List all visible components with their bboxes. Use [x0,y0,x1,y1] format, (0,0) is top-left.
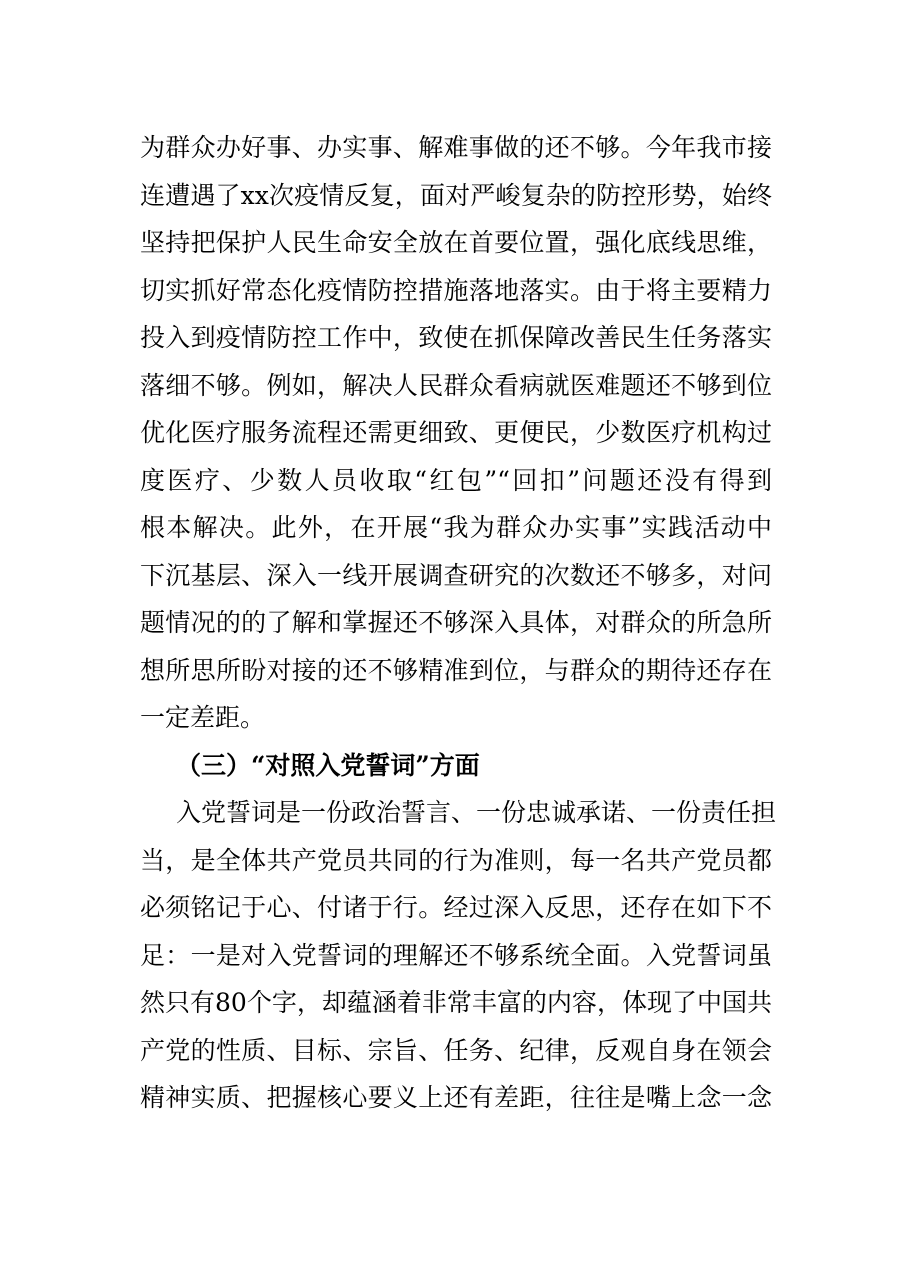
paragraph-line: 根本解决。此外，在开展“我为群众办实事”实践活动中 [140,513,772,542]
paragraph-line: 必须铭记于心、付诸于行。经过深入反思，还存在如下不 [140,893,772,922]
paragraph-line: 落细不够。例如，解决人民群众看病就医难题还不够到位 [140,370,772,400]
section-heading: （三）“对照入党誓词”方面 [176,750,480,780]
paragraph-line: 精神实质、把握核心要义上还有差距，往往是嘴上念一念 [140,1083,772,1112]
paragraph-line: 切实抓好常态化疫情防控措施落地落实。由于将主要精力 [140,275,772,305]
paragraph-1 [140,124,772,742]
paragraph-line: 想所思所盼对接的还不够精准到位，与群众的期待还存在 [140,655,772,685]
paragraph-line: 为群众办好事、办实事、解难事做的还不够。今年我市接 [140,133,772,162]
paragraph-line: 一定差距。 [140,703,266,732]
paragraph-line: 度医疗、少数人员收取“红包”“回扣”问题还没有得到 [140,465,772,495]
paragraph-line: 下沉基层、深入一线开展调查研究的次数还不够多，对问 [140,560,772,590]
paragraph-line: 题情况的的了解和掌握还不够深入具体，对群众的所急所 [140,608,772,637]
document-body [140,124,777,1122]
paragraph-line: 足：一是对入党誓词的理解还不够系统全面。入党誓词虽 [140,940,772,970]
paragraph-2 [140,789,777,1122]
paragraph-line: 连遭遇了xx次疫情反复，面对严峻复杂的防控形势，始终 [140,180,772,210]
paragraph-line: 然只有80个字，却蕴涵着非常丰富的内容，体现了中国共 [140,988,772,1017]
paragraph-line: 当，是全体共产党员共同的行为准则，每一名共产党员都 [140,845,772,875]
paragraph-line: 产党的性质、目标、宗旨、任务、纪律，反观自身在领会 [140,1035,772,1065]
paragraph-line: 优化医疗服务流程还需更细致、更便民，少数医疗机构过 [140,418,772,447]
paragraph-line: 坚持把保护人民生命安全放在首要位置，强化底线思维， [140,228,772,257]
paragraph-line: 入党誓词是一份政治誓言、一份忠诚承诺、一份责任担 [176,798,777,827]
paragraph-line: 投入到疫情防控工作中，致使在抓保障改善民生任务落实 [140,323,772,352]
